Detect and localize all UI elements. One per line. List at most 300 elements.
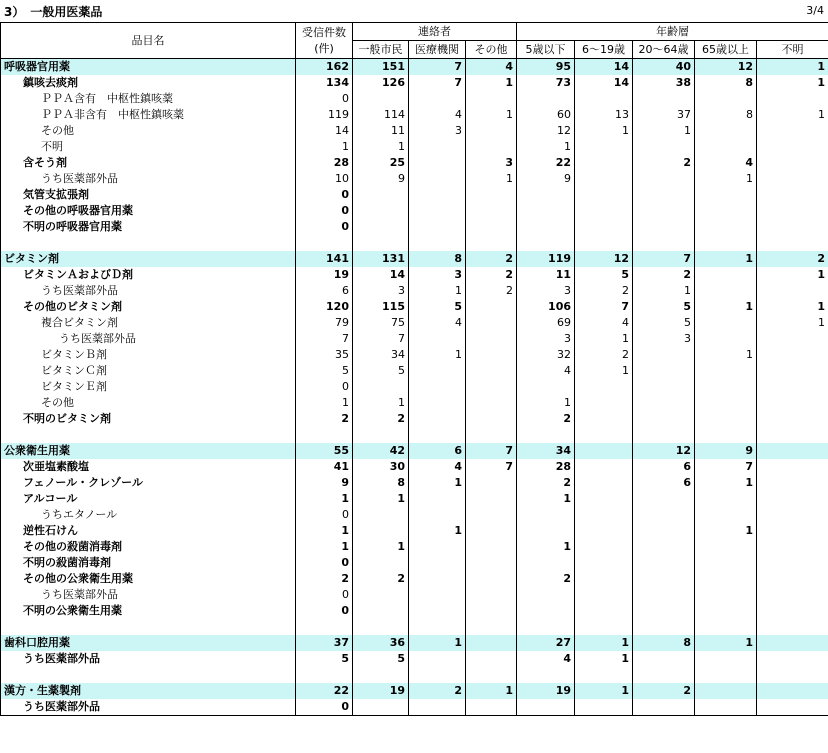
row-label: 歯科口腔用薬 [1,635,296,651]
table-cell [757,235,828,251]
table-cell [633,571,695,587]
table-cell [466,555,517,571]
table-cell [466,699,517,716]
table-cell: 2 [633,267,695,283]
table-cell [353,603,409,619]
table-cell [409,171,466,187]
statistics-table [0,22,828,716]
table-cell [409,427,466,443]
table-cell [633,699,695,716]
table-cell: 3 [409,123,466,139]
table-cell: 35 [296,347,353,363]
table-cell: 95 [517,59,575,76]
table-cell [466,507,517,523]
row-label: 含そう剤 [1,155,296,171]
col-header-age: 65歳以上 [695,41,757,59]
table-cell [695,219,757,235]
table-row [1,363,828,379]
table-cell [575,203,633,219]
table-cell: 134 [296,75,353,91]
table-cell [575,699,633,716]
table-cell [296,667,353,683]
table-cell [353,699,409,716]
table-cell [757,155,828,171]
table-row [1,171,828,187]
table-cell [695,315,757,331]
table-cell: 3 [466,155,517,171]
table-cell [409,587,466,603]
table-cell: 1 [517,539,575,555]
table-cell [757,139,828,155]
table-cell [517,699,575,716]
table-cell [757,411,828,427]
table-cell: 1 [757,267,828,283]
table-cell [633,91,695,107]
table-cell: 34 [517,443,575,459]
table-cell: 5 [296,651,353,667]
table-cell: 0 [296,507,353,523]
table-cell [757,283,828,299]
table-row [1,139,828,155]
table-cell: 14 [575,75,633,91]
table-cell [757,667,828,683]
table-cell [633,395,695,411]
table-row [1,203,828,219]
table-cell: 1 [695,299,757,315]
table-cell: 4 [409,315,466,331]
header-row-1 [1,23,828,41]
table-cell: 1 [757,315,828,331]
col-header-age-group: 年齢層 [517,23,828,41]
table-cell [409,187,466,203]
table-cell [757,571,828,587]
table-cell: 1 [695,171,757,187]
table-cell [633,379,695,395]
table-cell: 9 [353,171,409,187]
table-cell: 2 [633,683,695,699]
row-label: うち医薬部外品 [1,171,296,187]
table-cell [409,619,466,635]
table-cell: 1 [757,299,828,315]
category-row [1,635,828,651]
table-cell [757,555,828,571]
table-cell [695,699,757,716]
table-cell [757,443,828,459]
row-label: ビタミンＡおよびＤ剤 [1,267,296,283]
table-cell [695,203,757,219]
table-cell: 8 [695,107,757,123]
section-title: 3） 一般用医薬品 [4,5,103,19]
table-cell [695,123,757,139]
table-cell [409,411,466,427]
table-cell [757,219,828,235]
table-cell: 2 [517,411,575,427]
table-row [1,187,828,203]
table-cell [633,203,695,219]
table-cell [633,347,695,363]
table-cell: 7 [466,459,517,475]
table-cell: 1 [409,523,466,539]
row-label: 不明の殺菌消毒剤 [1,555,296,571]
table-cell: 1 [466,171,517,187]
table-cell [466,619,517,635]
col-header-contact-group: 連絡者 [353,23,517,41]
table-row [1,571,828,587]
table-cell [409,331,466,347]
table-cell [466,651,517,667]
table-cell: 12 [517,123,575,139]
table-cell: 2 [466,283,517,299]
table-cell [466,635,517,651]
category-row [1,251,828,267]
col-header-item: 品目名 [1,23,296,59]
table-cell: 151 [353,59,409,76]
received-unit: (件) [314,41,334,55]
table-cell: 141 [296,251,353,267]
table-cell [466,315,517,331]
table-row [1,267,828,283]
table-cell: 5 [633,315,695,331]
table-cell [409,507,466,523]
table-cell: 0 [296,699,353,716]
table-cell [466,347,517,363]
table-cell: 2 [757,251,828,267]
table-row [1,507,828,523]
table-cell: 2 [296,571,353,587]
row-label [1,235,296,251]
table-row [1,411,828,427]
table-cell: 7 [409,75,466,91]
table-cell [757,635,828,651]
table-cell: 34 [353,347,409,363]
row-label: ビタミン剤 [1,251,296,267]
table-cell [466,571,517,587]
table-cell: 28 [517,459,575,475]
table-cell [575,411,633,427]
table-cell: 1 [575,651,633,667]
table-cell: 41 [296,459,353,475]
table-cell [757,603,828,619]
table-cell [353,507,409,523]
table-cell [409,603,466,619]
table-cell: 1 [695,347,757,363]
table-cell: 7 [409,59,466,76]
table-cell [466,123,517,139]
table-cell [409,395,466,411]
table-row [1,651,828,667]
table-cell: 60 [517,107,575,123]
table-cell [633,491,695,507]
table-cell: 8 [633,635,695,651]
table-cell [633,507,695,523]
table-cell [695,619,757,635]
table-cell [633,539,695,555]
table-cell [575,475,633,491]
table-cell [575,443,633,459]
table-cell [353,379,409,395]
table-cell: 4 [466,59,517,76]
table-cell [757,619,828,635]
table-cell: 114 [353,107,409,123]
table-cell: 6 [633,475,695,491]
table-cell: 19 [353,683,409,699]
received-label: 受信件数 [302,25,346,39]
col-header-age: 20～64歳 [633,41,695,59]
table-cell: 6 [409,443,466,459]
table-cell [633,427,695,443]
table-cell [517,379,575,395]
table-cell: 8 [695,75,757,91]
table-cell: 38 [633,75,695,91]
table-cell: 5 [409,299,466,315]
table-cell [575,171,633,187]
table-cell [466,523,517,539]
table-cell: 14 [353,267,409,283]
table-cell [409,555,466,571]
table-cell: 75 [353,315,409,331]
table-cell [466,475,517,491]
table-cell [466,427,517,443]
col-header-age: 5歳以下 [517,41,575,59]
row-label: ＰＰＡ含有 中枢性鎮咳薬 [1,91,296,107]
table-cell [695,683,757,699]
table-cell: 27 [517,635,575,651]
table-cell [695,331,757,347]
table-cell: 19 [517,683,575,699]
table-cell: 55 [296,443,353,459]
table-cell [575,667,633,683]
table-cell: 1 [575,123,633,139]
table-row [1,587,828,603]
table-cell [466,219,517,235]
table-cell [633,363,695,379]
table-cell [757,91,828,107]
table-cell: 14 [296,123,353,139]
table-cell: 42 [353,443,409,459]
table-row [1,91,828,107]
table-row [1,699,828,716]
table-cell [633,667,695,683]
table-cell [466,587,517,603]
table-cell: 10 [296,171,353,187]
table-cell [695,363,757,379]
table-cell [517,507,575,523]
table-cell: 36 [353,635,409,651]
table-cell: 28 [296,155,353,171]
table-cell: 1 [575,363,633,379]
row-label [1,667,296,683]
table-cell [466,91,517,107]
table-cell: 1 [466,75,517,91]
table-cell [575,571,633,587]
table-cell: 2 [466,251,517,267]
table-cell: 12 [575,251,633,267]
table-cell [695,603,757,619]
row-label: その他 [1,123,296,139]
table-cell [633,187,695,203]
table-cell [353,219,409,235]
table-cell [757,507,828,523]
table-cell: 2 [296,411,353,427]
table-cell [757,523,828,539]
table-cell [757,171,828,187]
table-cell: 12 [633,443,695,459]
table-cell: 0 [296,379,353,395]
table-cell [575,603,633,619]
table-row [1,123,828,139]
col-header-age: 不明 [757,41,828,59]
table-cell: 3 [633,331,695,347]
table-cell: 19 [296,267,353,283]
table-row [1,379,828,395]
table-cell: 1 [296,539,353,555]
row-label: うち医薬部外品 [1,331,296,347]
row-label: 鎮咳去痰剤 [1,75,296,91]
table-cell [466,539,517,555]
row-label: その他 [1,395,296,411]
table-cell: 4 [409,107,466,123]
table-cell: 7 [575,299,633,315]
table-cell: 79 [296,315,353,331]
table-cell [757,203,828,219]
table-cell: 1 [409,475,466,491]
table-cell: 0 [296,219,353,235]
table-cell: 5 [575,267,633,283]
table-cell [695,571,757,587]
table-row [1,491,828,507]
table-cell [575,139,633,155]
table-cell: 13 [575,107,633,123]
table-cell: 1 [409,635,466,651]
table-cell: 7 [695,459,757,475]
table-cell [695,91,757,107]
table-cell [575,491,633,507]
table-cell: 1 [633,123,695,139]
table-row [1,459,828,475]
table-cell [575,619,633,635]
table-cell: 1 [633,283,695,299]
table-cell [695,651,757,667]
table-cell: 7 [633,251,695,267]
table-cell: 2 [466,267,517,283]
table-cell [695,555,757,571]
table-cell: 7 [466,443,517,459]
table-cell [517,667,575,683]
row-label: ビタミンＢ剤 [1,347,296,363]
table-cell: 1 [466,107,517,123]
table-cell: 9 [296,475,353,491]
table-cell: 69 [517,315,575,331]
table-cell [517,187,575,203]
table-row [1,315,828,331]
table-cell [353,235,409,251]
table-row [1,347,828,363]
table-cell: 22 [296,683,353,699]
row-label: 不明 [1,139,296,155]
table-cell: 2 [409,683,466,699]
table-cell [517,203,575,219]
table-cell: 32 [517,347,575,363]
table-cell: 1 [517,395,575,411]
table-cell [575,587,633,603]
table-cell: 1 [575,635,633,651]
table-cell [695,667,757,683]
table-cell [695,283,757,299]
table-cell: 25 [353,155,409,171]
table-cell [409,91,466,107]
table-cell: 0 [296,587,353,603]
table-cell: 2 [517,571,575,587]
table-cell: 106 [517,299,575,315]
table-cell [466,667,517,683]
table-cell: 14 [575,59,633,76]
table-row [1,75,828,91]
table-cell [466,139,517,155]
table-cell [633,235,695,251]
row-label: 不明の公衆衛生用薬 [1,603,296,619]
table-cell: 12 [695,59,757,76]
table-cell [757,491,828,507]
table-cell [757,651,828,667]
table-cell [575,235,633,251]
table-cell [633,651,695,667]
table-cell: 1 [757,107,828,123]
table-cell: 1 [409,283,466,299]
table-row [1,283,828,299]
col-header-contact: その他 [466,41,517,59]
table-cell [757,699,828,716]
table-cell [575,395,633,411]
table-row [1,523,828,539]
row-label: 気管支拡張剤 [1,187,296,203]
table-cell [695,539,757,555]
table-cell [409,363,466,379]
table-cell [695,491,757,507]
table-cell: 3 [517,331,575,347]
table-cell [695,267,757,283]
table-cell [353,187,409,203]
table-cell: 1 [757,75,828,91]
table-cell: 9 [517,171,575,187]
table-cell: 7 [296,331,353,347]
table-cell [633,219,695,235]
table-cell [633,587,695,603]
col-header-received [296,23,353,59]
table-cell: 0 [296,187,353,203]
table-cell: 162 [296,59,353,76]
table-cell: 1 [695,251,757,267]
table-cell [575,427,633,443]
table-cell: 4 [517,651,575,667]
table-cell: 1 [466,683,517,699]
table-cell [466,203,517,219]
table-cell [757,427,828,443]
row-label: うちエタノール [1,507,296,523]
table-cell [517,91,575,107]
table-cell [409,155,466,171]
table-cell: 11 [353,123,409,139]
table-cell: 0 [296,91,353,107]
table-cell: 131 [353,251,409,267]
table-cell: 1 [409,347,466,363]
table-cell [517,619,575,635]
table-cell [517,555,575,571]
table-cell: 4 [517,363,575,379]
row-label: その他のビタミン剤 [1,299,296,315]
table-cell [633,523,695,539]
report-header [0,0,828,22]
table-cell [353,619,409,635]
